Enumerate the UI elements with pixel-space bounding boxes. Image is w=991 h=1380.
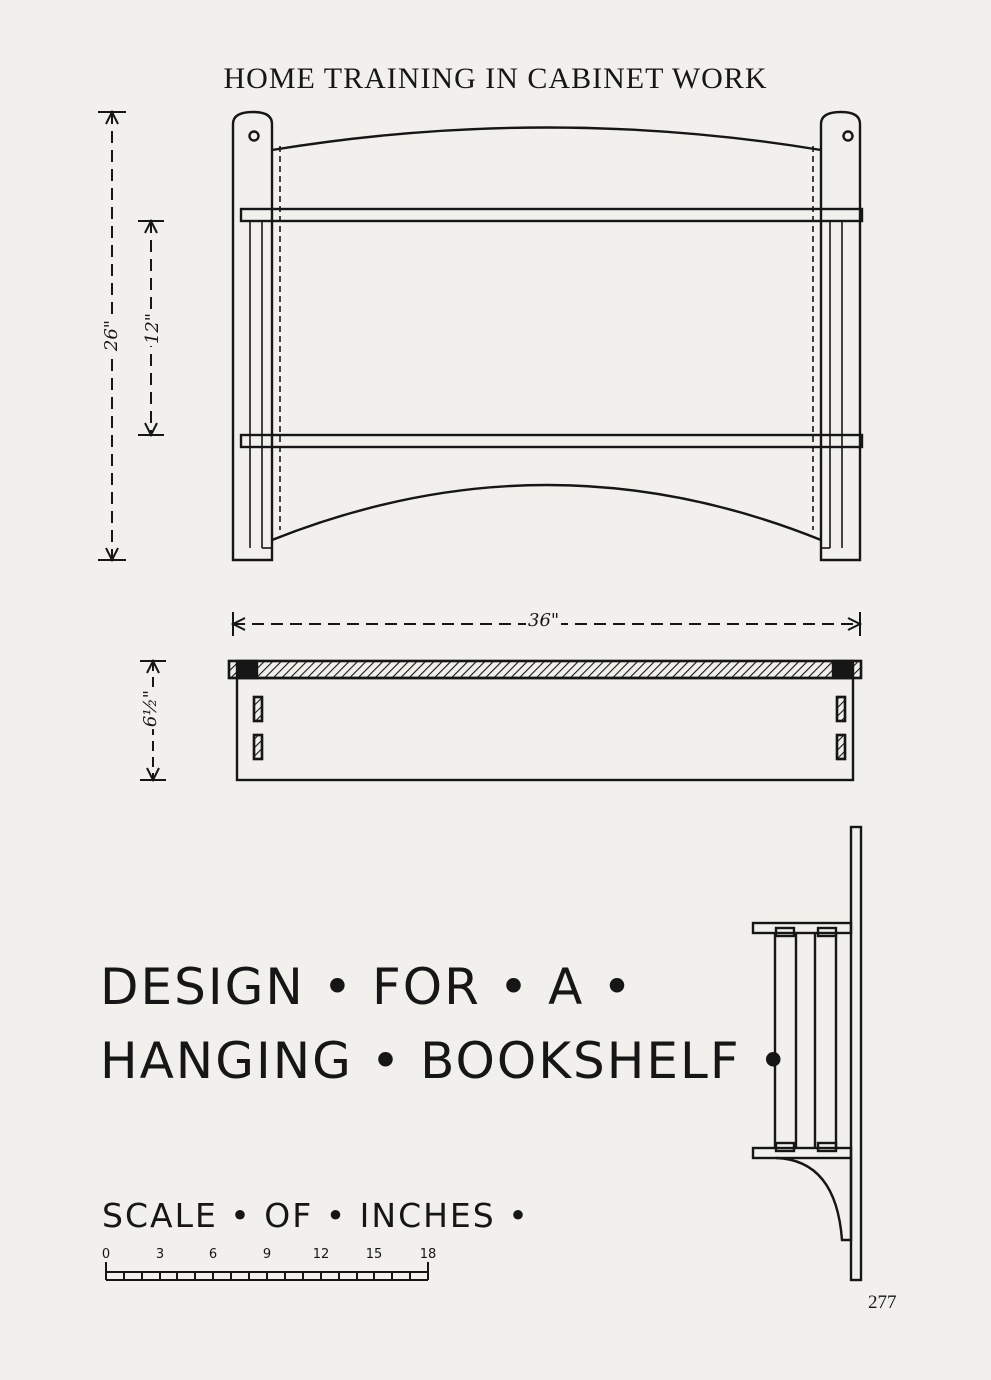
scale-tick-15: 15 (365, 1247, 383, 1262)
top-rail (272, 128, 821, 151)
scale-tick-18: 18 (419, 1247, 437, 1262)
left-peg-hole (250, 132, 259, 141)
dim-label-36: 36" (528, 610, 560, 631)
bottom-rail-arch (272, 485, 821, 540)
scale-tick-9: 9 (262, 1247, 272, 1262)
running-header: HOME TRAINING IN CABINET WORK (223, 62, 768, 95)
page-number: 277 (868, 1292, 897, 1313)
dim-label-12: 12" (142, 312, 164, 345)
right-peg-hole (844, 132, 853, 141)
scale-tick-12: 12 (312, 1247, 330, 1262)
bracket (776, 1158, 851, 1240)
scale-tick-labels (102, 1247, 436, 1262)
scale-tick-3: 3 (155, 1247, 165, 1262)
scale-tick-6: 6 (208, 1247, 218, 1262)
scale-tick-0: 0 (101, 1247, 111, 1262)
right-upright (821, 112, 860, 560)
design-title-line-2: HANGING • BOOKSHELF • (100, 1032, 790, 1090)
top-shelf (241, 209, 862, 221)
dim-label-26: 26" (101, 319, 123, 352)
front-elevation (233, 112, 862, 560)
scale-caption: SCALE • OF • INCHES • (102, 1196, 530, 1235)
plan-view (229, 661, 861, 780)
design-title-line-1: DESIGN • FOR • A • (100, 958, 634, 1016)
scale-bar (106, 1262, 428, 1280)
left-upright (233, 112, 272, 560)
middle-shelf (241, 435, 862, 447)
dim-label-6-5: 6½" (140, 689, 162, 728)
